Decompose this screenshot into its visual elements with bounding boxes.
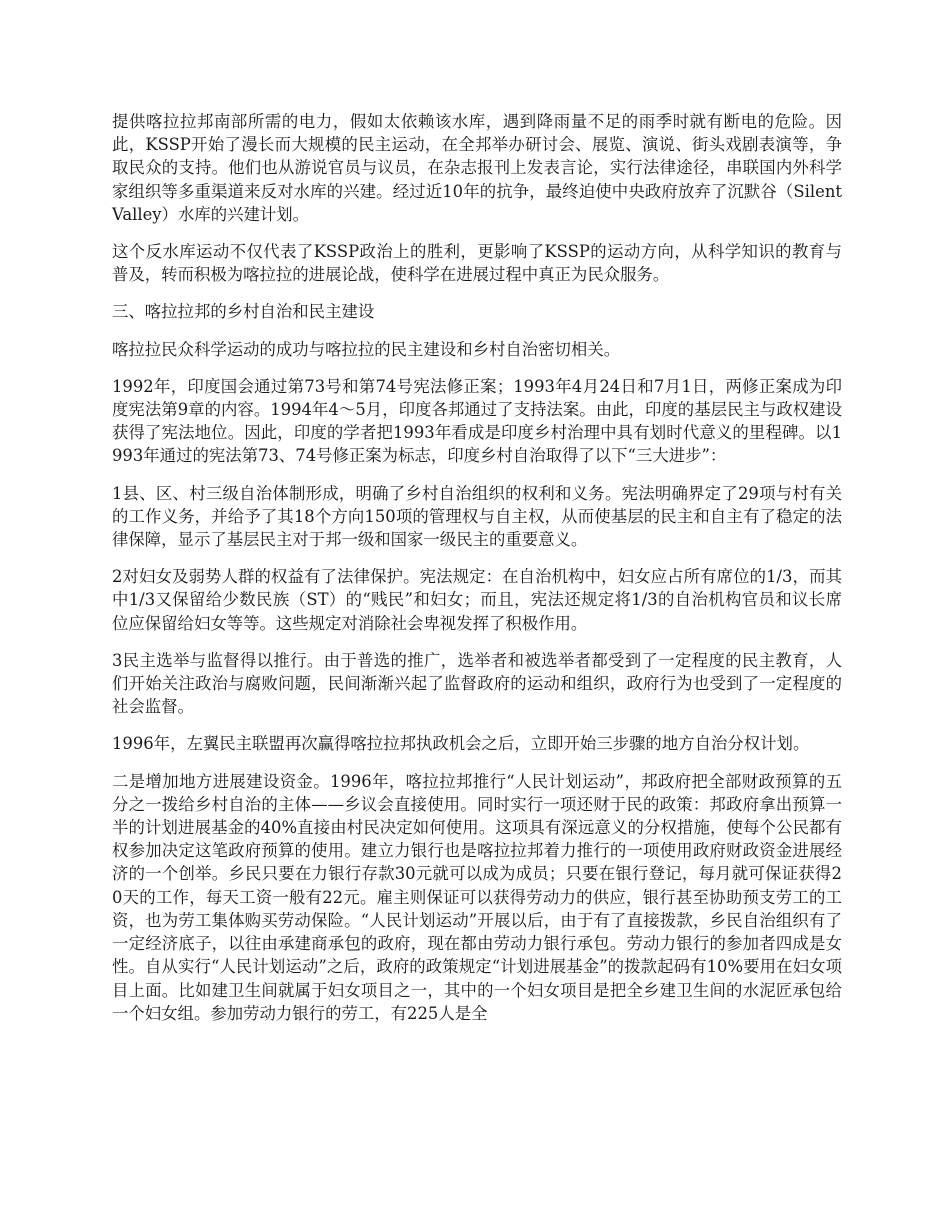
paragraph-anti-dam-impact: 这个反水库运动不仅代表了KSSP政治上的胜利，更影响了KSSP的运动方向，从科学知识的教育与普及，转而积极为喀拉拉的进展论战，使科学在进展过程中真正为民众服务。	[112, 242, 842, 285]
document-page	[112, 110, 842, 1039]
paragraph-progress-1: 1县、区、村三级自治体制形成，明确了乡村自治组织的权利和义务。宪法明确界定了29项与村有关的工作义务，并给予了其18个方向150项的管理权与自主权，从而使基层的民主和自主有了稳定的法律保障，显示了基层民主对于邦一级和国家一级民主的重要意义。	[112, 483, 842, 550]
paragraph-progress-3: 3民主选举与监督得以推行。由于普选的推广，选举者和被选举者都受到了一定程度的民主教育，人们开始关注政治与腐败问题，民间渐渐兴起了监督政府的运动和组织，政府行为也受到了一定程度的社会监督。	[112, 650, 842, 717]
paragraph-progress-2: 2对妇女及弱势人群的权益有了法律保护。宪法规定：在自治机构中，妇女应占所有席位的1/3，而其中1/3又保留给少数民族（ST）的“贱民”和妇女；而且，宪法还规定将1/3的自治机构官员和议长席位应保留给妇女等等。这些规定对消除社会卑视发挥了积极作用。	[112, 567, 842, 633]
section-heading: 三、喀拉拉邦的乡村自治和民主建设	[112, 302, 375, 322]
paragraph-peoples-plan: 二是增加地方进展建设资金。1996年，喀拉拉邦推行“人民计划运动”，邦政府把全部财政预算的五分之一拨给乡村自治的主体——乡议会直接使用。同时实行一项还财于民的政策：邦政府拿出预算一半的计划进展基金的40%直接由村民决定如何使用。这项具有深远意义的分权措施，使每个公民都有权参加决定这笔政府预算的使用。建立力银行也是喀拉拉邦着力推行的一项使用政府财政资金进展经济的一个创举。乡民只要在力银行存款30元就可以成为成员；只要在银行登记，每月就可保证获得20天的工作，每天工资一般有22元。雇主则保证可以获得劳动力的供应，银行甚至协助预支劳工的工资，也为劳工集体购买劳动保险。“人民计划运动”开展以后，由于有了直接拨款，乡民自治组织有了一定经济底子，以往由承建商承包的政府，现在都由劳动力银行承包。劳动力银行的参加者四成是女性。自从实行“人民计划运动”之后，政府的政策规定“计划进展基金”的拨款起码有10%要用在妇女项目上面。比如建卫生间就属于妇女项目之一，其中的一个妇女项目是把全乡建卫生间的水泥匠承包给一个妇女组。参加劳动力银行的劳工，有225人是全	[112, 771, 842, 1023]
paragraph-1996-decentralization: 1996年，左翼民主联盟再次赢得喀拉拉邦执政机会之后，立即开始三步骤的地方自治分权计划。	[112, 734, 810, 754]
paragraph-silent-valley: 提供喀拉拉邦南部所需的电力，假如太依赖该水库，遇到降雨量不足的雨季时就有断电的危险。因此，KSSP开始了漫长而大规模的民主运动，在全邦举办研讨会、展览、演说、街头戏剧表演等，争取民众的支持。他们也从游说官员与议员，在杂志报刊上发表言论，实行法律途径，串联国内外科学家组织等多重渠道来反对水库的兴建。经过近10年的抗争，最终迫使中央政府放弃了沉默谷（Silent Valley）水库的兴建计划。	[112, 112, 842, 224]
paragraph-constitution-amendments: 1992年，印度国会通过第73号和第74号宪法修正案；1993年4月24日和7月1日，两修正案成为印度宪法第9章的内容。1994年4～5月，印度各邦通过了支持法案。由此，印度的基层民主与政权建设获得了宪法地位。因此，印度的学者把1993年看成是印度乡村治理中具有划时代意义的里程碑。以1993年通过的宪法第73、74号修正案为标志，印度乡村自治取得了以下“三大进步”：	[112, 376, 842, 466]
paragraph-intro-democracy: 喀拉拉民众科学运动的成功与喀拉拉的民主建设和乡村自治密切相关。	[112, 339, 621, 359]
